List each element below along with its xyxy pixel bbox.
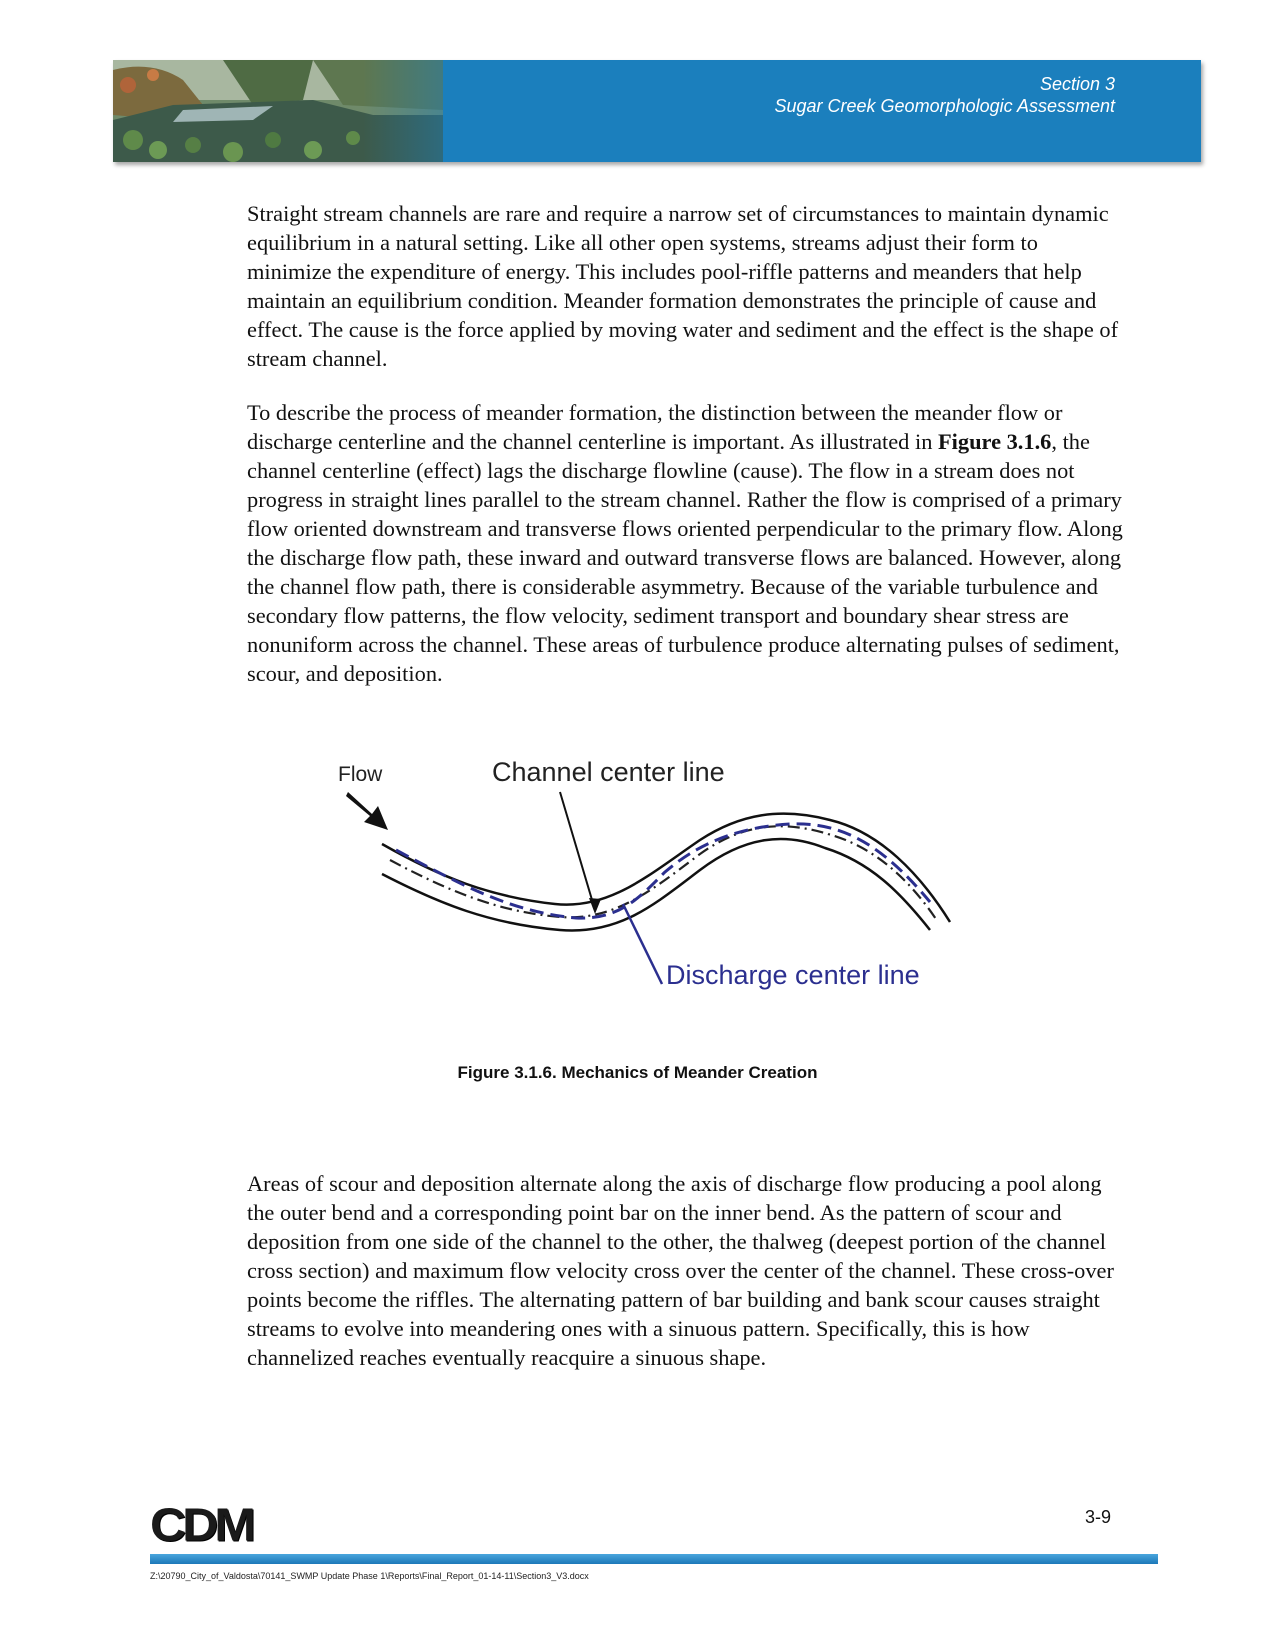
- header-banner: [113, 60, 1201, 162]
- flow-label: Flow: [338, 763, 383, 786]
- banner-gradient: [363, 60, 563, 162]
- figure-reference: Figure 3.1.6: [937, 429, 1052, 454]
- footer-divider: [150, 1554, 1158, 1564]
- file-path: Z:\20790_City_of_Valdosta\70141_SWMP Update Phase 1\Reports\Final_Report_01-14-11\Section3_V3.docx: [150, 1571, 589, 1581]
- discharge-center-line-label: Discharge center line: [666, 960, 920, 990]
- header-text: [775, 73, 1116, 117]
- paragraph-3: Areas of scour and deposition alternate along the axis of discharge flow producing a pool along the outer bend and a corresponding point bar on the inner bend. As the pattern of scour and deposition from one side of the channel to the other, the thalweg (deepest portion of the channel cross section) and maximum flow velocity cross over the center of the channel. These cross-over points become the riffles. The alternating pattern of bar building and bank scour causes straight streams to evolve into meandering ones with a sinuous pattern. Specifically, this is how channelized reaches eventually reacquire a sinuous shape.: [247, 1171, 1114, 1370]
- channel-pointer-line: [560, 792, 595, 910]
- section-label: Section 3: [1039, 74, 1115, 94]
- flow-arrow-icon: [346, 792, 388, 830]
- discharge-center-line: [396, 824, 930, 918]
- paragraph-1: Straight stream channels are rare and require a narrow set of circumstances to maintain dynamic equilibrium in a natural setting. Like all other open systems, streams adjust their form to minimize the expenditure of energy. This includes pool-riffle patterns and meanders that help maintain an equilibrium condition. Meander formation demonstrates the principle of cause and effect. The cause is the force applied by moving water and sediment and the effect is the shape of stream channel.: [247, 201, 1119, 371]
- report-title: Sugar Creek Geomorphologic Assessment: [774, 96, 1115, 116]
- figure-caption: Figure 3.1.6. Mechanics of Meander Creation: [457, 1063, 818, 1082]
- paragraph-2: [247, 398, 1127, 688]
- paragraph-2-end: , the channel centerline (effect) lags the discharge flowline (cause). The flow in a stream does not progress in straight lines parallel to the stream channel. Rather the flow is comprised of a primary flow oriented downstream and transverse flows oriented perpendicular to the primary flow. Along the discharge flow path, these inward and outward transverse flows are balanced. However, along the channel flow path, there is considerable asymmetry. Because of the variable turbulence and secondary flow patterns, the flow velocity, sediment transport and boundary shear stress are nonuniform across the channel. These areas of turbulence produce alternating pulses of sediment, scour, and deposition.: [247, 429, 1123, 686]
- discharge-pointer-line: [623, 904, 662, 984]
- paragraph-2-start: To describe the process of meander formation, the distinction between the meander flow or discharge centerline and the channel centerline is important. As illustrated in: [247, 400, 1063, 454]
- channel-center-line-label: Channel center line: [492, 757, 725, 787]
- page-number: 3-9: [1085, 1507, 1112, 1527]
- meander-figure: [320, 752, 1000, 1052]
- cdm-logo: CDM: [150, 1499, 252, 1551]
